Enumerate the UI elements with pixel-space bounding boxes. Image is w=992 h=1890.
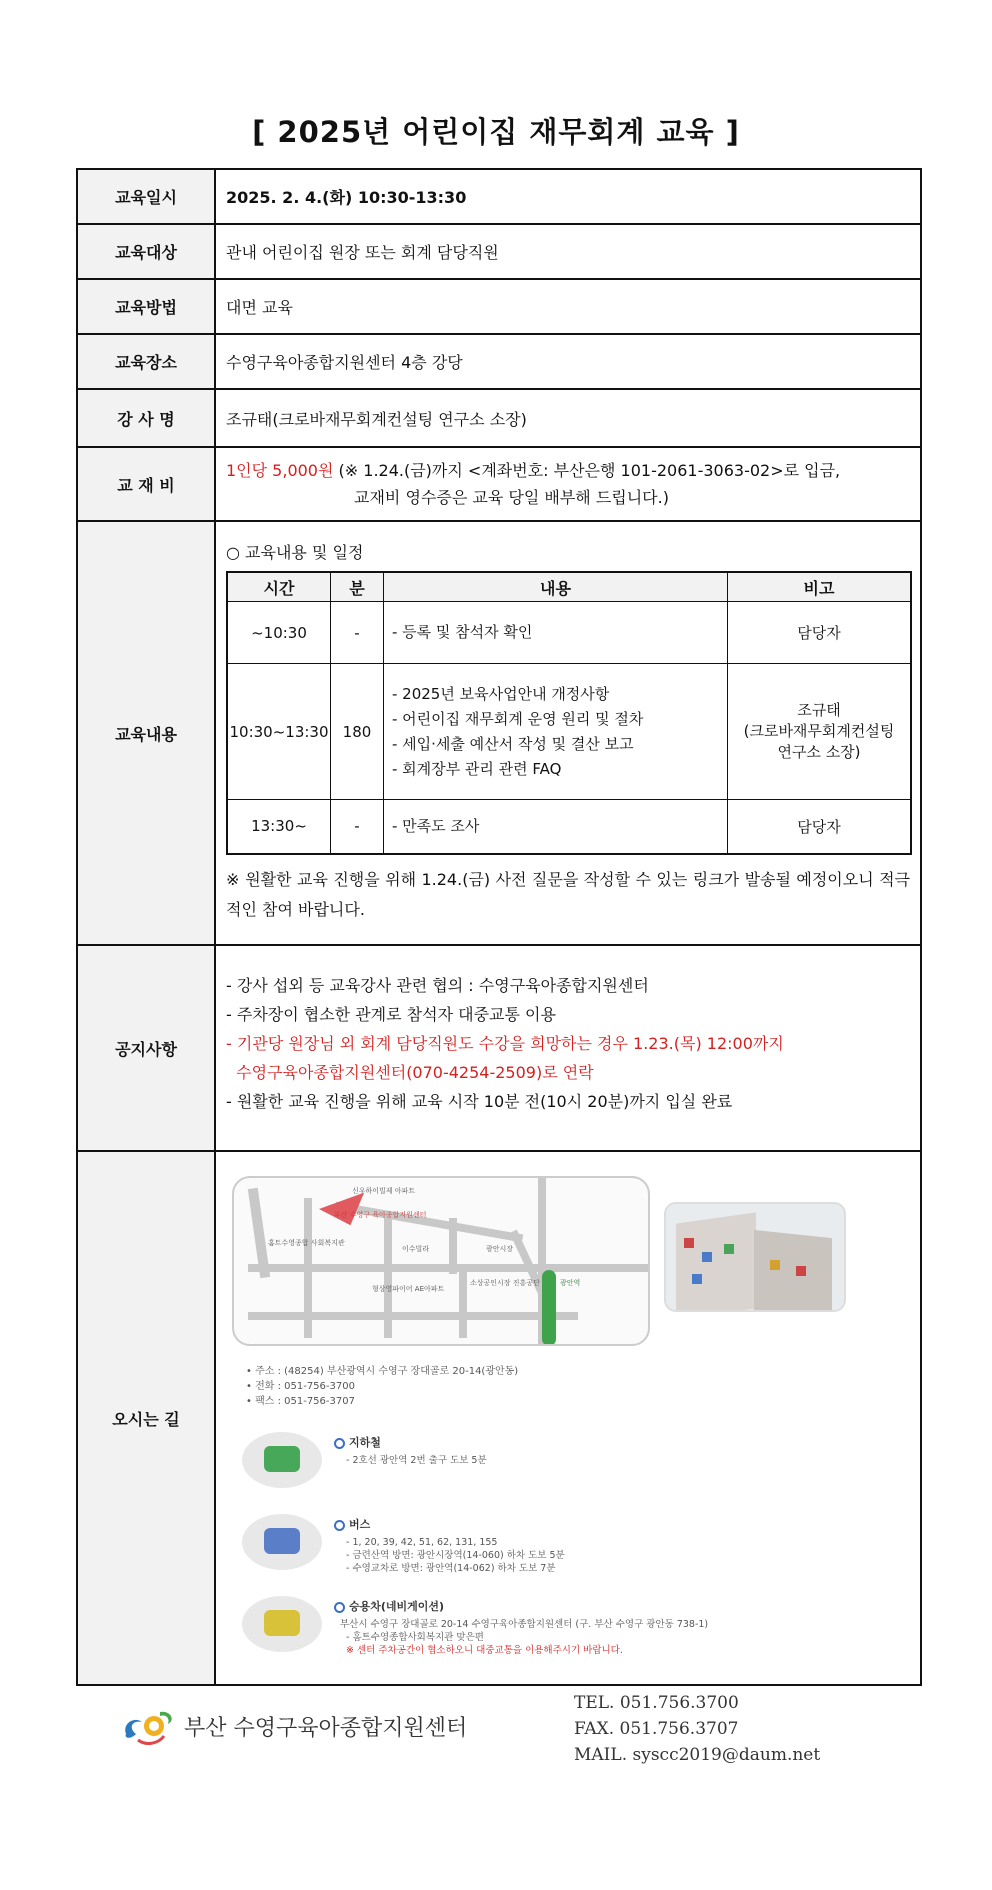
car-title: 승용차(네비게이션) — [334, 1598, 444, 1614]
schedule-table — [226, 571, 912, 855]
map-label: 광안시장 — [486, 1245, 514, 1253]
row-target — [77, 224, 921, 279]
schedule-header-note: 비고 — [728, 572, 912, 602]
contact-tel: TEL. 051.756.3700 — [574, 1693, 739, 1713]
info-table — [76, 168, 922, 1686]
bus-line: - 1, 20, 39, 42, 51, 62, 131, 155 — [346, 1537, 498, 1548]
notice-item: - 기관당 원장님 외 회계 담당직원도 수강을 희망하는 경우 1.23.(목) 12:00까지 — [226, 1033, 784, 1053]
notice-item: - 강사 섭외 등 교육강사 관련 협의 : 수영구육아종합지원센터 — [226, 975, 649, 995]
schedule-min: - — [331, 602, 384, 664]
schedule-note-line: 조규태 — [797, 701, 841, 719]
row-content — [77, 521, 921, 945]
directions-panel — [216, 1152, 920, 1682]
map-label: 광안역 — [560, 1279, 581, 1287]
map-label: 홈트수영종합 사회복지관 — [268, 1239, 345, 1247]
value-place: 수영구육아종합지원센터 4층 강당 — [215, 334, 921, 389]
subway-line: - 2호선 광안역 2번 출구 도보 5분 — [346, 1455, 487, 1466]
info-phone: • 전화 : 051-756-3700 — [246, 1381, 355, 1392]
fee-price: 1인당 5,000원 — [226, 461, 334, 480]
label-place: 교육장소 — [77, 334, 215, 389]
car-warning: ※ 센터 주차공간이 협소하오니 대중교통을 이용해주시기 바랍니다. — [346, 1645, 623, 1656]
map-label: 형상영파이어 AE아파트 — [372, 1285, 445, 1293]
value-directions — [215, 1151, 921, 1685]
car-badge — [242, 1596, 322, 1652]
schedule-min: - — [331, 800, 384, 854]
bus-line: - 수영교차로 방면: 광안역(14-062) 하차 도보 7분 — [346, 1563, 556, 1574]
schedule-header-min: 분 — [331, 572, 384, 602]
building-photo — [664, 1202, 846, 1312]
row-lecturer — [77, 389, 921, 447]
schedule-time: 10:30~13:30 — [227, 664, 331, 800]
schedule-heading: ○ 교육내용 및 일정 — [226, 543, 364, 562]
schedule-items — [384, 664, 728, 800]
label-content: 교육내용 — [77, 521, 215, 945]
schedule-item: - 2025년 보육사업안내 개정사항 — [392, 684, 610, 703]
label-method: 교육방법 — [77, 279, 215, 334]
info-address: • 주소 : (48254) 부산광역시 수영구 장대골로 20-14(광안동) — [246, 1366, 519, 1377]
value-lecturer: 조규태(크로바재무회계컨설팅 연구소 소장) — [215, 389, 921, 447]
schedule-item: - 어린이집 재무회계 운영 원리 및 절차 — [392, 709, 644, 728]
subway-badge — [242, 1432, 322, 1488]
address-info — [246, 1364, 518, 1409]
map-label: 소상공인시장 진흥공단 — [470, 1279, 540, 1287]
table-row — [227, 800, 911, 854]
value-fee — [215, 447, 921, 521]
schedule-items — [384, 602, 728, 664]
subway-icon — [264, 1446, 300, 1472]
car-line: - 홈트수영종합사회복지관 맞은편 — [346, 1632, 484, 1643]
row-fee — [77, 447, 921, 521]
org-name: 부산 수영구육아종합지원센터 — [184, 1715, 468, 1741]
value-method: 대면 교육 — [215, 279, 921, 334]
table-row — [227, 664, 911, 800]
table-row — [227, 602, 911, 664]
bus-icon — [264, 1528, 300, 1554]
label-lecturer: 강 사 명 — [77, 389, 215, 447]
notice-item: 수영구육아종합지원센터(070-4254-2509)로 연락 — [226, 1062, 594, 1082]
schedule-item: - 등록 및 참석자 확인 — [392, 623, 533, 641]
page-title: [ 2025년 어린이집 재무회계 교육 ] — [252, 115, 740, 149]
schedule-min: 180 — [331, 664, 384, 800]
schedule-item: - 세입·세출 예산서 작성 및 결산 보고 — [392, 734, 634, 753]
label-date: 교육일시 — [77, 169, 215, 224]
notice-item: - 원활한 교육 진행을 위해 교육 시작 10분 전(10시 20분)까지 입실 완료 — [226, 1091, 733, 1111]
row-place — [77, 334, 921, 389]
subway-line-icon — [542, 1270, 556, 1346]
schedule-items — [384, 800, 728, 854]
subway-title: 지하철 — [334, 1434, 381, 1450]
schedule-note — [728, 602, 912, 664]
car-line: 부산시 수영구 장대골로 20-14 수영구육아종합지원센터 (구. 부산 수영구 광안동 738-1) — [340, 1619, 709, 1630]
row-date — [77, 169, 921, 224]
schedule-note — [728, 664, 912, 800]
org-logo-icon — [120, 1706, 176, 1746]
notice-list — [226, 971, 920, 1116]
value-date: 2025. 2. 4.(화) 10:30-13:30 — [215, 169, 921, 224]
schedule-note-line: 담당자 — [797, 817, 841, 836]
value-target: 관내 어린이집 원장 또는 회계 담당직원 — [215, 224, 921, 279]
schedule-note — [728, 800, 912, 854]
schedule-time: ~10:30 — [227, 602, 331, 664]
location-map — [232, 1176, 650, 1346]
car-icon — [264, 1610, 300, 1636]
map-label: 신우하이빌제 아파트 — [352, 1187, 416, 1195]
fee-line1: (※ 1.24.(금)까지 <계좌번호: 부산은행 101-2061-3063-02>로 입금, — [333, 461, 841, 480]
schedule-footnote: ※ 원활한 교육 진행을 위해 1.24.(금) 사전 질문을 작성할 수 있는 링크가 발송될 예정이오니 적극적인 참여 바랍니다. — [226, 869, 910, 919]
info-fax: • 팩스 : 051-756-3707 — [246, 1396, 355, 1407]
schedule-note-line: 연구소 소장) — [777, 743, 861, 761]
schedule-item: - 만족도 조사 — [392, 816, 480, 835]
bus-badge — [242, 1514, 322, 1570]
value-notice — [215, 945, 921, 1151]
schedule-note-line: (크로바재무회계컨설팅 — [743, 722, 895, 740]
bus-line: - 금련산역 방면: 광안시장역(14-060) 하차 도보 5분 — [346, 1550, 565, 1561]
schedule-time: 13:30~ — [227, 800, 331, 854]
label-target: 교육대상 — [77, 224, 215, 279]
schedule-note-line: 담당자 — [797, 624, 841, 642]
notice-item: - 주차장이 협소한 관계로 참석자 대중교통 이용 — [226, 1004, 556, 1024]
contact-fax: FAX. 051.756.3707 — [574, 1719, 739, 1739]
contact-mail: MAIL. syscc2019@daum.net — [574, 1745, 821, 1765]
value-content — [215, 521, 921, 945]
row-notice — [77, 945, 921, 1151]
org-logo — [120, 1706, 467, 1746]
schedule-header-content: 내용 — [384, 572, 728, 602]
label-directions: 오시는 길 — [77, 1151, 215, 1685]
label-fee: 교 재 비 — [77, 447, 215, 521]
label-notice: 공지사항 — [77, 945, 215, 1151]
schedule-header-time: 시간 — [227, 572, 331, 602]
contact-info — [574, 1690, 820, 1768]
fee-line2: 교재비 영수증은 교육 당일 배부해 드립니다.) — [354, 488, 669, 507]
bus-title: 버스 — [334, 1516, 370, 1532]
map-label: 이수빌라 — [402, 1245, 430, 1253]
row-directions — [77, 1151, 921, 1685]
row-method — [77, 279, 921, 334]
map-label: 부산 수영구 육아종합지원센터 — [334, 1211, 427, 1219]
schedule-item: - 회계장부 관리 관련 FAQ — [392, 759, 562, 778]
